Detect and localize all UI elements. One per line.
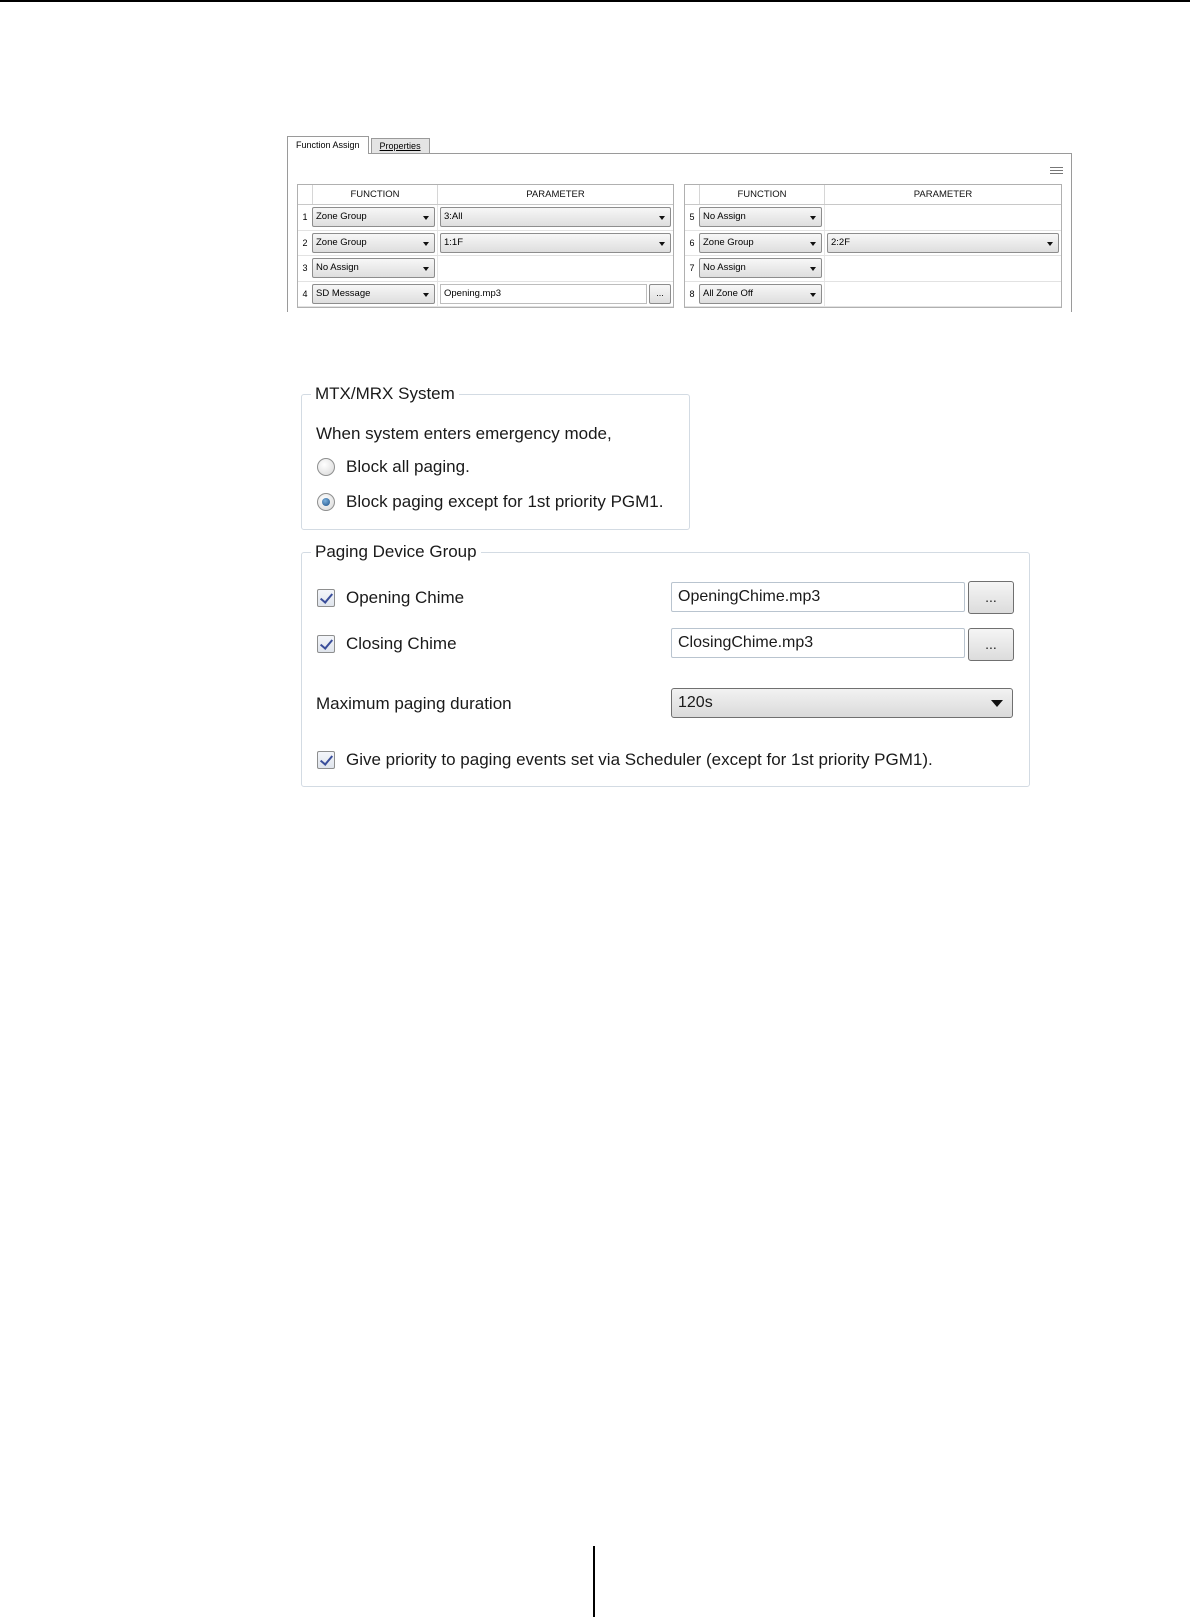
- chevron-down-icon: [423, 293, 429, 297]
- chevron-down-icon: [423, 216, 429, 220]
- group-title: MTX/MRX System: [311, 384, 459, 404]
- function-dropdown[interactable]: No Assign: [312, 258, 435, 278]
- max-paging-duration-label: Maximum paging duration: [316, 694, 512, 713]
- tab-properties[interactable]: Properties: [371, 138, 430, 154]
- parameter-dropdown[interactable]: 1:1F: [440, 233, 671, 253]
- block-except-pgm1-radio[interactable]: [317, 493, 335, 511]
- paging-device-group: [301, 542, 1030, 787]
- function-table-right: [684, 184, 1062, 308]
- chevron-down-icon: [659, 242, 665, 246]
- table-row: [298, 231, 673, 257]
- chevron-down-icon: [423, 242, 429, 246]
- max-paging-duration-select[interactable]: 120s: [671, 688, 1013, 718]
- opening-chime-browse-button[interactable]: ...: [968, 581, 1014, 614]
- closing-chime-checkbox[interactable]: [317, 635, 335, 653]
- chevron-down-icon: [423, 267, 429, 271]
- function-dropdown[interactable]: Zone Group: [312, 233, 435, 253]
- opening-chime-checkbox[interactable]: [317, 589, 335, 607]
- parameter-dropdown[interactable]: 2:2F: [827, 233, 1059, 253]
- block-except-pgm1-label[interactable]: Block paging except for 1st priority PGM1.: [346, 492, 664, 511]
- opening-chime-file-field[interactable]: OpeningChime.mp3: [671, 582, 965, 612]
- opening-chime-label[interactable]: Opening Chime: [346, 588, 465, 607]
- function-table-left: [297, 184, 674, 308]
- row-number: 2: [302, 237, 308, 248]
- block-all-paging-radio[interactable]: [317, 458, 335, 476]
- column-header-parameter: PARAMETER: [526, 189, 585, 200]
- block-all-paging-label[interactable]: Block all paging.: [346, 457, 470, 476]
- table-row: [298, 205, 673, 231]
- function-dropdown[interactable]: Zone Group: [312, 207, 435, 227]
- scheduler-priority-label[interactable]: Give priority to paging events set via Scheduler (except for 1st priority PGM1).: [346, 750, 933, 769]
- closing-chime-file-field[interactable]: ClosingChime.mp3: [671, 628, 965, 658]
- row-number: 1: [302, 212, 308, 223]
- function-dropdown[interactable]: Zone Group: [699, 233, 822, 253]
- browse-button[interactable]: ...: [649, 284, 671, 304]
- table-row: [298, 256, 673, 282]
- row-number: 3: [302, 263, 308, 274]
- table-row: [298, 282, 673, 308]
- chevron-down-icon: [810, 216, 816, 220]
- row-number: 7: [689, 263, 695, 274]
- chevron-down-icon: [659, 216, 665, 220]
- column-header-function: FUNCTION: [312, 185, 438, 204]
- table-row: [685, 282, 1061, 308]
- table-row: [685, 256, 1061, 282]
- function-dropdown[interactable]: No Assign: [699, 258, 822, 278]
- emergency-mode-intro: When system enters emergency mode,: [316, 424, 612, 443]
- scheduler-priority-checkbox[interactable]: [317, 751, 335, 769]
- function-dropdown[interactable]: No Assign: [699, 207, 822, 227]
- parameter-file-field[interactable]: Opening.mp3: [440, 284, 647, 304]
- chevron-down-icon: [810, 293, 816, 297]
- function-assign-panel: [287, 136, 1072, 312]
- mtx-system-group: [301, 384, 690, 530]
- row-number: 8: [689, 288, 695, 299]
- chevron-down-icon: [991, 700, 1003, 707]
- function-assign-content: [287, 153, 1072, 312]
- closing-chime-browse-button[interactable]: ...: [968, 628, 1014, 661]
- table-header: [685, 185, 1061, 205]
- function-dropdown[interactable]: SD Message: [312, 284, 435, 304]
- closing-chime-label[interactable]: Closing Chime: [346, 634, 457, 653]
- tab-bar: [287, 136, 432, 154]
- chevron-down-icon: [1047, 242, 1053, 246]
- chevron-down-icon: [810, 267, 816, 271]
- row-number: 5: [689, 212, 695, 223]
- function-dropdown[interactable]: All Zone Off: [699, 284, 822, 304]
- tab-function-assign[interactable]: Function Assign: [287, 136, 369, 154]
- row-number: 6: [689, 237, 695, 248]
- table-row: [685, 205, 1061, 231]
- row-number: 4: [302, 288, 308, 299]
- column-header-function: FUNCTION: [699, 185, 825, 204]
- top-rule: [0, 0, 1190, 2]
- page-divider: [593, 1546, 595, 1617]
- chevron-down-icon: [810, 242, 816, 246]
- table-header: [298, 185, 673, 205]
- menu-icon[interactable]: [1050, 167, 1063, 176]
- parameter-dropdown[interactable]: 3:All: [440, 207, 671, 227]
- column-header-parameter: PARAMETER: [913, 189, 973, 200]
- table-row: [685, 231, 1061, 257]
- group-title: Paging Device Group: [311, 542, 481, 562]
